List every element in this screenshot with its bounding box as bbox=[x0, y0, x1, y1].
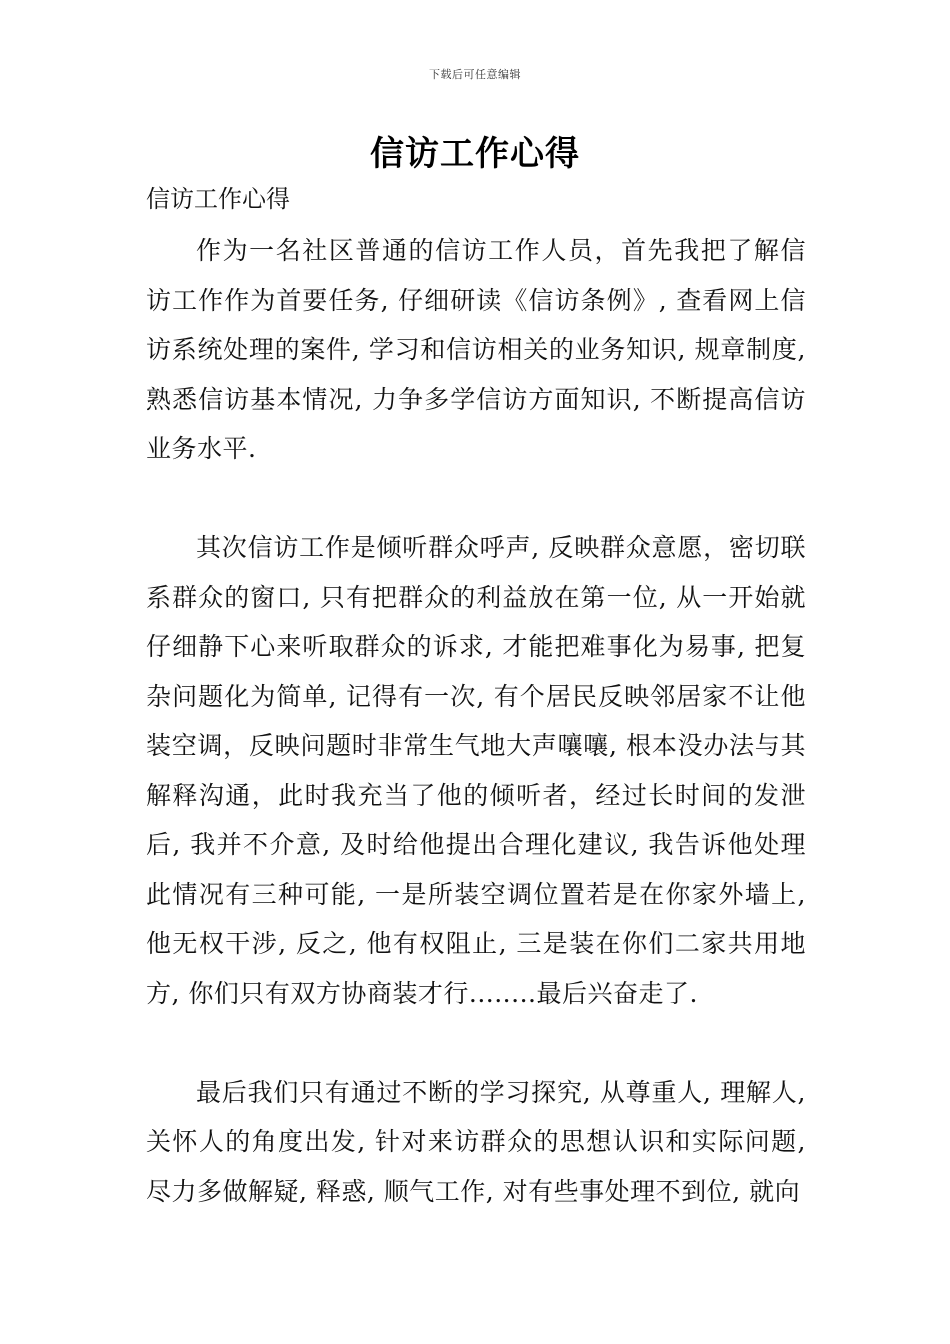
paragraph-2: 其次信访工作是倾听群众呼声, 反映群众意愿，密切联系群众的窗口, 只有把群众的利益放在第一位, 从一开始就仔细静下心来听取群众的诉求, 才能把难事化为易事, 把复杂问题化为简单, 记得有一次, 有个居民反映邻居家不让他装空调，反映问题时非常生气地大声嚷嚷, 根本没办法与其解释沟通，此时我充当了他的倾听者，经过长时间的发泄后, 我并不介意, 及时给他提出合理化建议, 我告诉他处理此情况有三种可能, 一是所装空调位置若是在你家外墙上, 他无权干涉, 反之, 他有权阻止, 三是装在你们二家共用地方, 你们只有双方协商装才行........最后兴奋走了. bbox=[146, 533, 806, 1008]
paragraph-1: 作为一名社区普通的信访工作人员，首先我把了解信访工作作为首要任务, 仔细研读《信访条例》, 查看网上信访系统处理的案件, 学习和信访相关的业务知识, 规章制度, 熟悉信访基本情况, 力争多学信访方面知识, 不断提高信访业务水平. bbox=[146, 236, 806, 463]
document-body bbox=[146, 226, 806, 1216]
document-title: 信访工作心得 bbox=[370, 134, 580, 174]
paragraph-3: 最后我们只有通过不断的学习探究, 从尊重人, 理解人, 关怀人的角度出发, 针对来访群众的思想认识和实际问题, 尽力多做解疑, 释惑, 顺气工作, 对有些事处理不到位, 就向 bbox=[146, 1077, 806, 1206]
document-subtitle: 信访工作心得 bbox=[146, 185, 290, 213]
header-note: 下载后可任意编辑 bbox=[429, 68, 521, 81]
